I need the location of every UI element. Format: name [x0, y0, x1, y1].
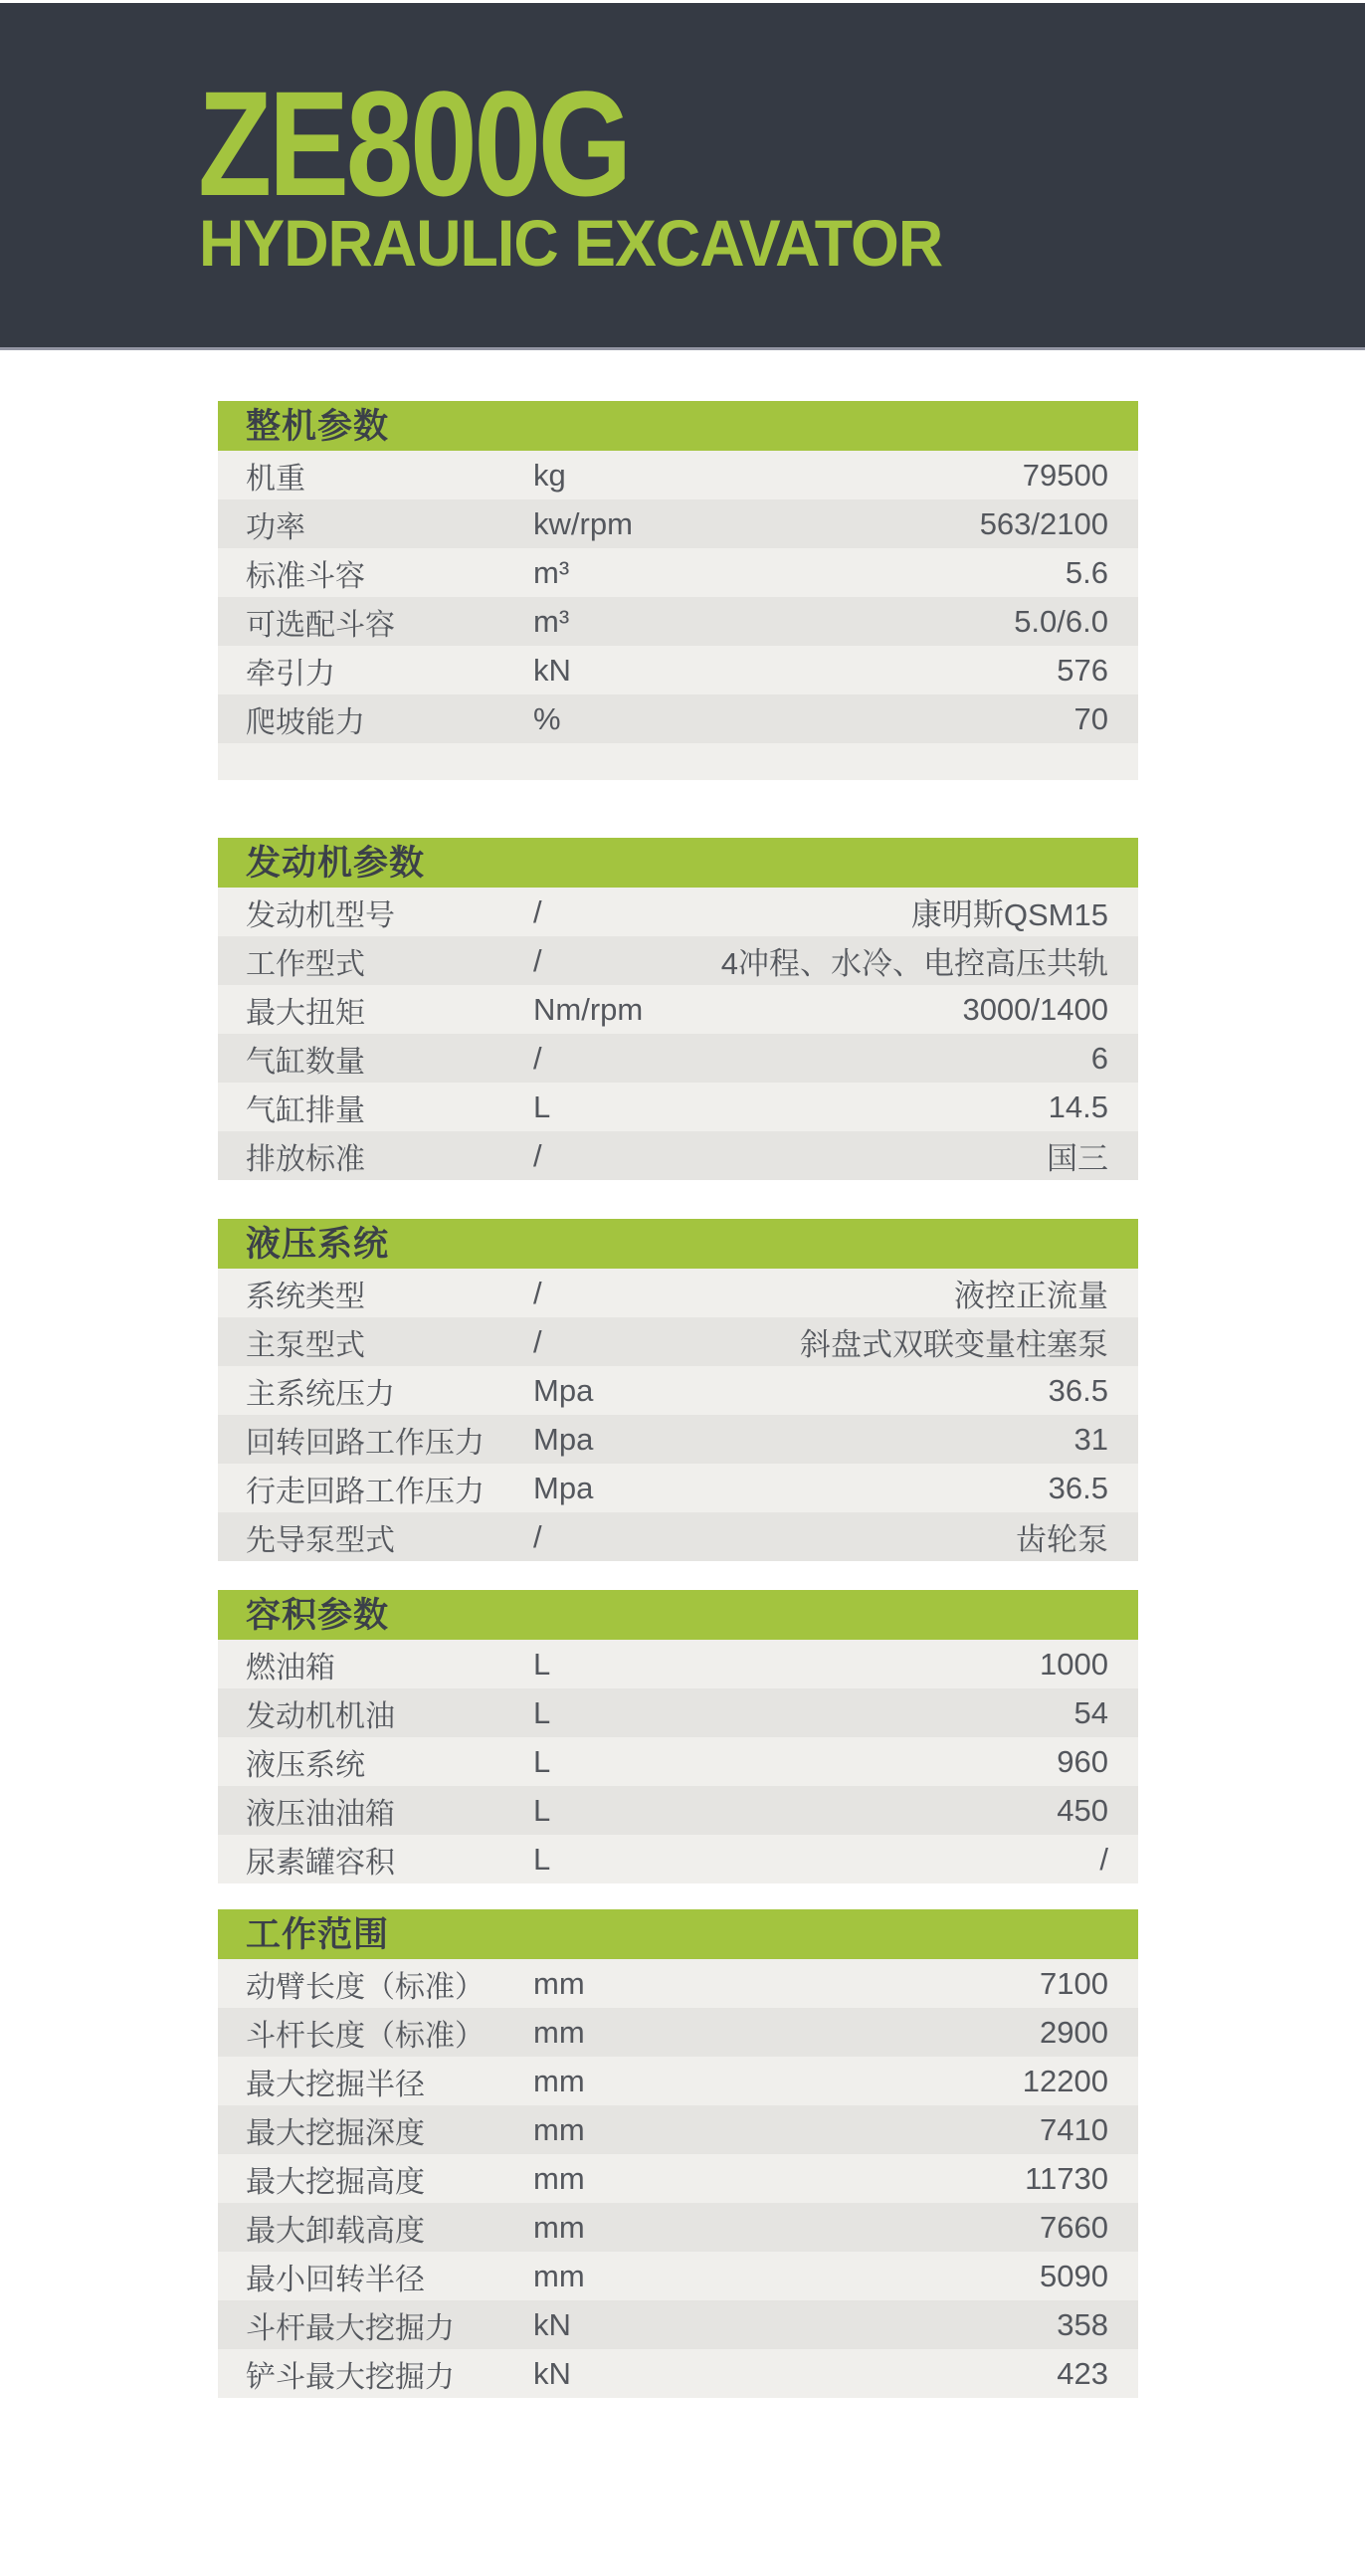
param-label: 燃油箱 — [246, 1651, 335, 1684]
param-value: 79500 — [1022, 457, 1108, 493]
spec-table — [218, 1909, 1138, 2398]
spec-tables-container — [218, 401, 1138, 2398]
param-label: 工作型式 — [246, 947, 365, 981]
table-row — [218, 1737, 1138, 1786]
table-title: 工作范围 — [246, 1915, 390, 1954]
param-value: 36.5 — [1048, 1372, 1108, 1408]
param-unit: Nm/rpm — [533, 991, 644, 1027]
param-unit: / — [533, 1040, 542, 1076]
param-value: 7660 — [1040, 2209, 1108, 2245]
param-value: 563/2100 — [979, 505, 1108, 541]
spec-table — [218, 1219, 1138, 1561]
param-value: 5090 — [1040, 2258, 1108, 2293]
param-label: 标准斗容 — [246, 559, 365, 593]
param-value: 576 — [1057, 652, 1108, 688]
table-row — [218, 1034, 1138, 1083]
param-unit: % — [533, 700, 561, 736]
param-value: 康明斯QSM15 — [910, 897, 1108, 932]
param-value: 3000/1400 — [962, 991, 1108, 1027]
param-value: 11730 — [1025, 2160, 1108, 2196]
param-unit: L — [533, 1792, 551, 1828]
param-value: 358 — [1057, 2306, 1108, 2342]
param-label: 铲斗最大挖掘力 — [246, 2360, 455, 2394]
param-label: 斗杆长度（标准） — [246, 2019, 485, 2053]
table-row — [218, 888, 1138, 936]
param-value: 4冲程、水冷、电控高压共轨 — [720, 946, 1108, 981]
table-row — [218, 499, 1138, 548]
param-label: 可选配斗容 — [246, 608, 395, 642]
table-row — [218, 1959, 1138, 2008]
param-label: 尿素罐容积 — [246, 1846, 395, 1880]
param-unit: mm — [533, 2111, 585, 2147]
table-title: 液压系统 — [246, 1225, 390, 1264]
table-title: 容积参数 — [246, 1596, 390, 1635]
param-value: 国三 — [1047, 1141, 1108, 1176]
table-row — [218, 2252, 1138, 2300]
param-label: 最大挖掘半径 — [246, 2068, 425, 2101]
param-unit: mm — [533, 1965, 585, 2001]
param-label: 液压系统 — [246, 1748, 365, 1782]
param-value: 6 — [1090, 1040, 1108, 1076]
param-label: 动臂长度（标准） — [246, 1970, 485, 2004]
table-row — [218, 1083, 1138, 1131]
param-label: 爬坡能力 — [246, 705, 365, 739]
table-row — [218, 1688, 1138, 1737]
param-label: 功率 — [246, 510, 305, 544]
param-label: 最大挖掘深度 — [246, 2116, 425, 2150]
table-row — [218, 1464, 1138, 1512]
param-label: 主泵型式 — [246, 1328, 365, 1362]
param-value: 423 — [1057, 2355, 1108, 2391]
param-label: 行走回路工作压力 — [246, 1475, 485, 1508]
table-row — [218, 548, 1138, 597]
table-row — [218, 985, 1138, 1034]
param-unit: mm — [533, 2258, 585, 2293]
param-label: 机重 — [246, 462, 305, 495]
table-row — [218, 1131, 1138, 1180]
table-row — [218, 1835, 1138, 1883]
param-value: 液控正流量 — [954, 1279, 1108, 1313]
table-title-bar — [218, 1909, 1138, 1959]
param-unit: / — [533, 1323, 542, 1359]
param-value: 450 — [1057, 1792, 1108, 1828]
model-title: ZE800G — [198, 60, 630, 227]
param-unit: kg — [533, 457, 566, 493]
param-unit: kw/rpm — [533, 505, 633, 541]
spec-table — [218, 1590, 1138, 1883]
param-value: 斜盘式双联变量柱塞泵 — [800, 1327, 1108, 1362]
param-unit: / — [533, 1518, 542, 1554]
param-unit: m³ — [533, 603, 570, 639]
param-value: 1000 — [1040, 1646, 1108, 1682]
param-label: 气缸排量 — [246, 1093, 365, 1127]
table-row — [218, 2154, 1138, 2203]
param-label: 回转回路工作压力 — [246, 1426, 485, 1460]
table-rows — [218, 1959, 1138, 2398]
param-unit: / — [533, 942, 542, 978]
table-row — [218, 1269, 1138, 1317]
param-value: 7410 — [1040, 2111, 1108, 2147]
table-title-bar — [218, 1219, 1138, 1269]
param-unit: L — [533, 1841, 551, 1877]
param-unit: L — [533, 1089, 551, 1124]
param-unit: mm — [533, 2160, 585, 2196]
table-row — [218, 1640, 1138, 1688]
table-row — [218, 1366, 1138, 1415]
table-row — [218, 597, 1138, 646]
table-row — [218, 2349, 1138, 2398]
param-value: 12200 — [1022, 2063, 1108, 2098]
param-value: 36.5 — [1048, 1470, 1108, 1505]
param-label: 发动机机油 — [246, 1699, 395, 1733]
table-row — [218, 2008, 1138, 2057]
param-value: 齿轮泵 — [1016, 1522, 1108, 1557]
table-row — [218, 694, 1138, 743]
table-row — [218, 936, 1138, 985]
param-unit: Mpa — [533, 1372, 594, 1408]
param-label: 主系统压力 — [246, 1377, 395, 1411]
param-unit: mm — [533, 2209, 585, 2245]
param-unit: Mpa — [533, 1470, 594, 1505]
table-row — [218, 1317, 1138, 1366]
param-value: / — [1099, 1841, 1108, 1877]
param-label: 最大挖掘高度 — [246, 2165, 425, 2199]
hero-banner — [0, 3, 1365, 350]
param-unit: kN — [533, 652, 571, 688]
spec-table — [218, 838, 1138, 1180]
param-label: 气缸数量 — [246, 1045, 365, 1079]
param-unit: L — [533, 1743, 551, 1779]
table-title-bar — [218, 401, 1138, 451]
param-unit: kN — [533, 2306, 571, 2342]
param-value: 70 — [1073, 700, 1108, 736]
param-value: 960 — [1057, 1743, 1108, 1779]
param-unit: mm — [533, 2063, 585, 2098]
table-rows — [218, 451, 1138, 780]
param-unit: Mpa — [533, 1421, 594, 1457]
table-row — [218, 2300, 1138, 2349]
param-value: 5.6 — [1065, 554, 1108, 590]
param-value: 54 — [1073, 1694, 1108, 1730]
param-unit: / — [533, 1275, 542, 1310]
param-label: 排放标准 — [246, 1142, 365, 1176]
table-rows — [218, 1640, 1138, 1883]
spec-table — [218, 401, 1138, 780]
param-label: 最大卸载高度 — [246, 2214, 425, 2248]
table-row — [218, 451, 1138, 499]
param-value: 5.0/6.0 — [1014, 603, 1108, 639]
table-row — [218, 2105, 1138, 2154]
table-row — [218, 2203, 1138, 2252]
param-label: 液压油油箱 — [246, 1797, 395, 1831]
table-rows — [218, 1269, 1138, 1561]
table-row — [218, 646, 1138, 694]
param-unit: L — [533, 1646, 551, 1682]
param-value: 14.5 — [1048, 1089, 1108, 1124]
table-row — [218, 1512, 1138, 1561]
param-label: 先导泵型式 — [246, 1523, 395, 1557]
table-title-bar — [218, 838, 1138, 888]
table-row — [218, 1786, 1138, 1835]
model-subtitle: HYDRAULIC EXCAVATOR — [199, 206, 943, 280]
empty-row — [218, 743, 1138, 780]
param-value: 2900 — [1040, 2014, 1108, 2050]
table-row — [218, 2057, 1138, 2105]
param-unit: mm — [533, 2014, 585, 2050]
param-unit: L — [533, 1694, 551, 1730]
param-label: 系统类型 — [246, 1280, 365, 1313]
param-label: 最大扭矩 — [246, 996, 365, 1030]
table-title: 发动机参数 — [246, 844, 426, 883]
table-title: 整机参数 — [246, 407, 390, 446]
param-label: 最小回转半径 — [246, 2263, 425, 2296]
param-unit: / — [533, 1137, 542, 1173]
table-title-bar — [218, 1590, 1138, 1640]
param-label: 发动机型号 — [246, 898, 395, 932]
table-row — [218, 1415, 1138, 1464]
param-value: 7100 — [1040, 1965, 1108, 2001]
table-rows — [218, 888, 1138, 1180]
param-unit: / — [533, 893, 542, 929]
param-unit: kN — [533, 2355, 571, 2391]
param-value: 31 — [1073, 1421, 1108, 1457]
param-unit: m³ — [533, 554, 570, 590]
param-label: 牵引力 — [246, 657, 335, 691]
param-label: 斗杆最大挖掘力 — [246, 2311, 455, 2345]
